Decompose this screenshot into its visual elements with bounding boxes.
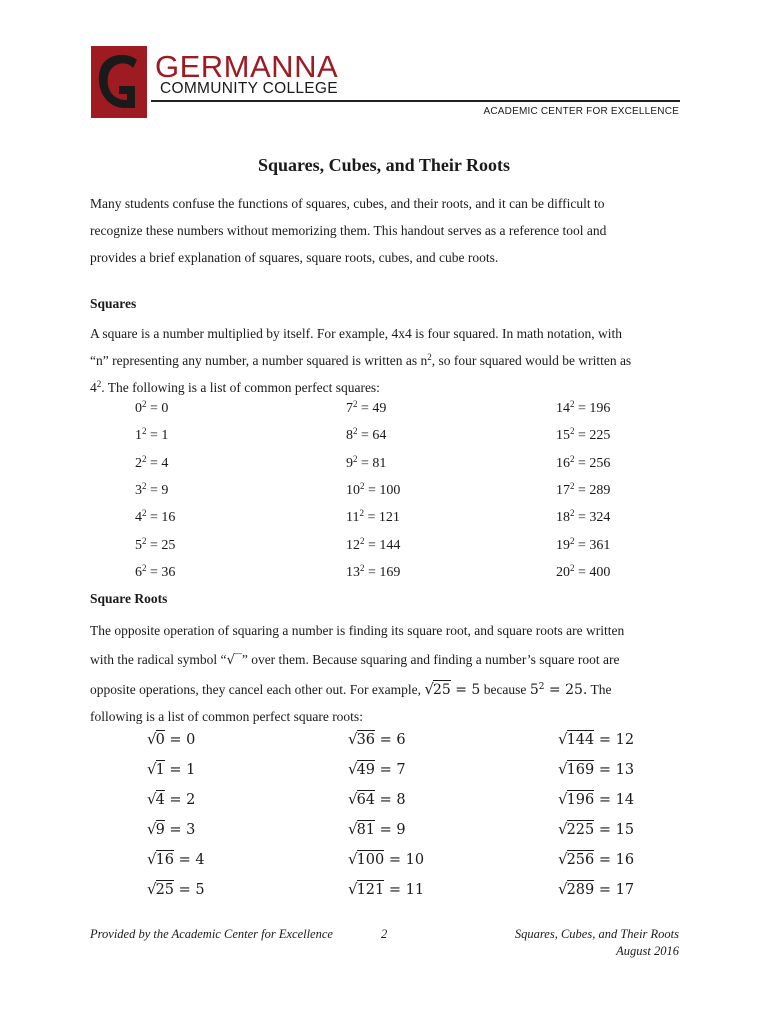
square-entry: $9^2 = 81$ [346, 453, 387, 471]
intro-paragraph [90, 190, 682, 271]
square-root-entry: √225 = 15 [558, 820, 635, 838]
square-entry: $4^2 = 16$ [135, 508, 176, 526]
page-number: 2 [381, 927, 388, 941]
text-span: 4 [90, 380, 97, 395]
square-entry: $18^2 = 324$ [556, 508, 611, 526]
radicand: 25 [432, 682, 451, 698]
text-span: = 5 [450, 682, 481, 698]
square-entry: $16^2 = 256$ [556, 453, 611, 471]
text-span: 5 [529, 682, 539, 698]
text-span: . The following is a list of common perfect squares: [101, 380, 380, 395]
squares-line [90, 374, 682, 401]
square-entry: $8^2 = 64$ [346, 426, 387, 444]
square-entry: $6^2 = 36$ [135, 562, 176, 580]
text-span: opposite operations, they cancel each other out. For example, [90, 682, 425, 697]
square-root-entry: √4 = 2 [147, 790, 196, 808]
square-root-entry: √81 = 9 [348, 820, 406, 838]
square-entry: $0^2 = 0$ [135, 399, 169, 416]
text-span: “n” representing any number, a number squared is written as n [90, 353, 428, 368]
squares-line [90, 347, 682, 374]
superscript: 2 [96, 379, 102, 389]
square-root-entry: √0 = 0 [147, 730, 196, 748]
square-entry: $7^2 = 49$ [346, 399, 387, 416]
intro-line: recognize these numbers without memorizing them. This handout serves as a reference tool and [90, 223, 607, 238]
square-entry: $15^2 = 225$ [556, 426, 611, 444]
college-subtitle: COMMUNITY COLLEGE [160, 80, 338, 97]
roots-line [90, 645, 682, 675]
square-entry: $12^2 = 144$ [346, 535, 401, 553]
squares-paragraph [90, 320, 682, 401]
superscript: 2 [538, 682, 545, 692]
text-span: , so four squared would be written as [431, 353, 632, 368]
roots-line [90, 675, 682, 705]
squares-line: A square is a number multiplied by itself. For example, 4x4 is four squared. In math notation, with [90, 326, 623, 341]
square-root-entry: √289 = 17 [558, 880, 635, 898]
square-root-entry: √100 = 10 [348, 850, 425, 868]
squares-heading: Squares [90, 296, 137, 311]
college-name: GERMANNA [155, 49, 339, 84]
example-root: √25 = 5 [424, 680, 481, 698]
footer-doc-title: Squares, Cubes, and Their Roots [514, 927, 679, 941]
square-root-entry: √9 = 3 [147, 820, 196, 838]
intro-line: Many students confuse the functions of squares, cubes, and their roots, and it can be difficult to [90, 196, 605, 211]
square-entry: $17^2 = 289$ [556, 480, 611, 498]
roots-line: The opposite operation of squaring a number is finding its square root, and square roots are written [90, 623, 625, 638]
square-entry: $20^2 = 400$ [556, 562, 611, 580]
square-entry: $13^2 = 169$ [346, 562, 401, 580]
square-root-entry: √169 = 13 [558, 760, 635, 778]
superscript: 2 [427, 352, 432, 362]
square-root-entry: √49 = 7 [348, 760, 406, 778]
square-root-entry: √121 = 11 [348, 880, 425, 898]
square-root-entry: √256 = 16 [558, 850, 635, 868]
text-span: The [587, 682, 612, 697]
radical-symbol: √‾ [226, 652, 242, 668]
square-roots-heading: Square Roots [90, 591, 168, 606]
roots-line: following is a list of common perfect square roots: [90, 709, 363, 724]
header-divider [151, 100, 680, 102]
square-root-entry: √36 = 6 [348, 730, 406, 748]
text-span: with the radical symbol “ [90, 652, 227, 667]
square-roots-paragraph [90, 616, 682, 729]
square-entry: $2^2 = 4$ [135, 453, 169, 471]
footer-provider: Provided by the Academic Center for Excellence [90, 927, 333, 941]
intro-line: provides a brief explanation of squares, square roots, cubes, and cube roots. [90, 250, 499, 265]
square-entry: $19^2 = 361$ [556, 535, 611, 553]
college-logo-icon [91, 46, 147, 118]
text-span: because [480, 682, 530, 697]
square-root-entry: √196 = 14 [558, 790, 635, 808]
example-square [530, 682, 588, 698]
square-entry: $11^2 = 121$ [346, 508, 400, 526]
text-span: ” over them. Because squaring and finding a number’s square root are [241, 652, 620, 667]
text-span: = 25. [544, 682, 588, 698]
square-entry: $5^2 = 25$ [135, 535, 176, 553]
square-entry: $1^2 = 1$ [135, 426, 169, 444]
square-entry: $10^2 = 100$ [346, 480, 401, 498]
square-entry: $3^2 = 9$ [135, 480, 169, 498]
square-root-entry: √16 = 4 [147, 850, 205, 868]
page-title: Squares, Cubes, and Their Roots [257, 155, 511, 175]
square-root-entry: √1 = 1 [147, 760, 196, 778]
square-root-entry: √64 = 8 [348, 790, 406, 808]
footer-date: August 2016 [616, 944, 679, 958]
square-root-entry: √144 = 12 [558, 730, 635, 748]
square-entry: $14^2 = 196$ [556, 399, 611, 416]
square-root-entry: √25 = 5 [147, 880, 205, 898]
department-name: ACADEMIC CENTER FOR EXCELLENCE [483, 106, 679, 117]
